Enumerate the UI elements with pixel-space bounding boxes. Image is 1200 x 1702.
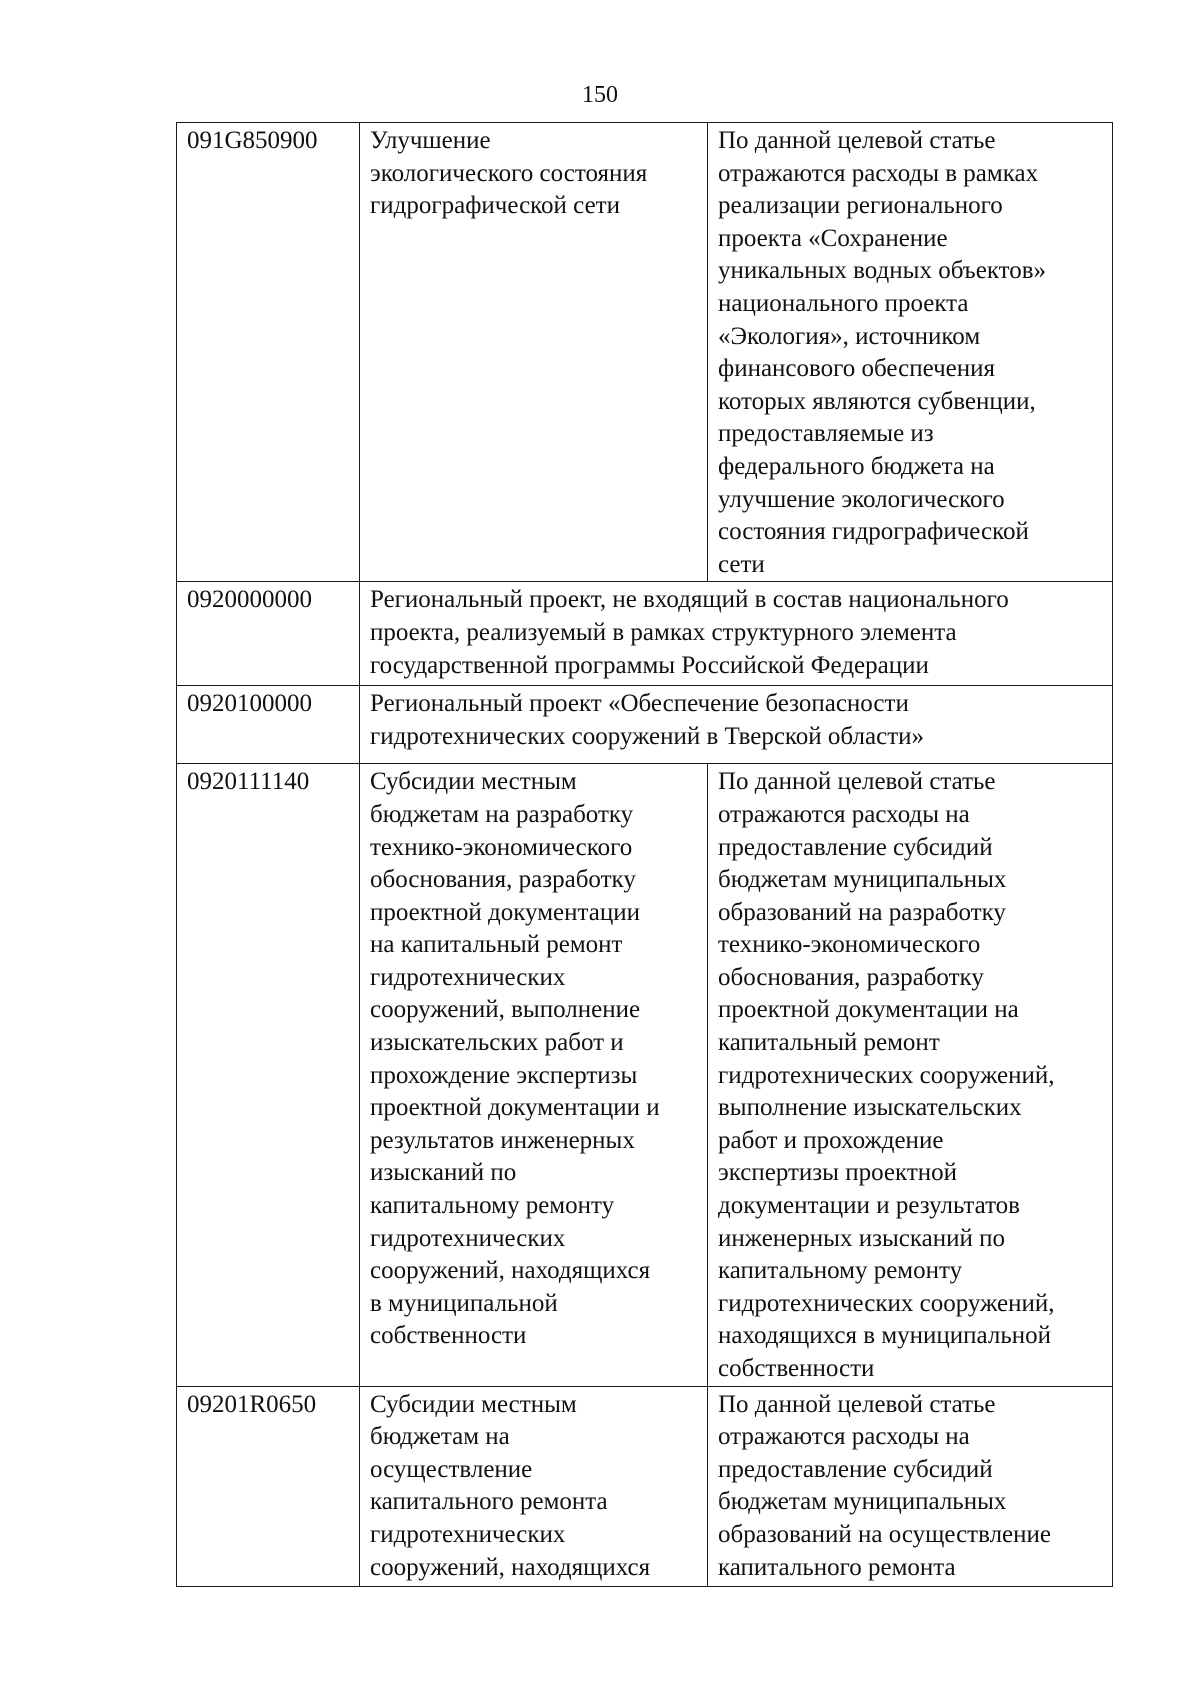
code-text: 0920100000 [187, 690, 312, 718]
code-text: 091G850900 [187, 127, 318, 154]
name-text: Улучшение экологического состояния гидрографической сети [370, 127, 648, 220]
description-cell [708, 764, 1113, 1386]
description-text: По данной целевой статье отражаются расходы в рамках реализации регионального проекта «Сохранение уникальных водных объектов» национального проекта «Экология», источником финансового обеспечения которых являются субвенции, предоставляемые из федерального бюджета на улучшение экологического состояния гидрографической сети [718, 127, 1047, 578]
code-cell [177, 582, 360, 686]
code-text: 0920000000 [187, 586, 312, 614]
table-row [177, 1386, 1113, 1586]
code-text: 09201R0650 [187, 1390, 317, 1418]
table-row [177, 582, 1113, 686]
page-number: 150 [582, 82, 618, 108]
name-cell [360, 1386, 708, 1586]
merged-text: Региональный проект, не входящий в состав национального проекта, реализуемый в рамках структурного элемента государственной программы Российской Федерации [370, 586, 1009, 679]
table-row [177, 686, 1113, 764]
budget-classification-table [176, 122, 1113, 1587]
code-cell [177, 686, 360, 764]
table-row [177, 123, 1113, 582]
code-cell [177, 764, 360, 1386]
name-cell [360, 764, 708, 1386]
name-text: Субсидии местным бюджетам на осуществление капитального ремонта гидротехнических сооружений, находящихся [370, 1390, 651, 1581]
merged-cell [360, 686, 1113, 764]
name-text: Субсидии местным бюджетам на разработку технико-экономического обоснования, разработку проектной документации на капитальный ремонт гидротехнических сооружений, выполнение изыскательских работ и прохождение экспертизы проектной документации и результатов инженерных изысканий по капитальному ремонту гидротехнических сооружений, находящихся в муниципальной собственности [370, 768, 660, 1350]
description-cell [708, 123, 1113, 582]
description-text: По данной целевой статье отражаются расходы на предоставление субсидий бюджетам муниципальных образований на разработку технико-экономического обоснования, разработку проектной документации на капитальный ремонт гидротехнических сооружений, выполнение изыскательских работ и прохождение экспертизы проектной документации и результатов инженерных изысканий по капитальному ремонту гидротехнических сооружений, находящихся в муниципальной собственности [718, 768, 1055, 1382]
code-cell [177, 1386, 360, 1586]
description-cell [708, 1386, 1113, 1586]
merged-text: Региональный проект «Обеспечение безопасности гидротехнических сооружений в Тверской области» [370, 690, 925, 750]
code-cell [177, 123, 360, 582]
table-row [177, 764, 1113, 1386]
code-text: 0920111140 [187, 768, 310, 796]
merged-cell [360, 582, 1113, 686]
name-cell [360, 123, 708, 582]
description-text: По данной целевой статье отражаются расходы на предоставление субсидий бюджетам муниципальных образований на осуществление капитального ремонта [718, 1390, 1052, 1581]
